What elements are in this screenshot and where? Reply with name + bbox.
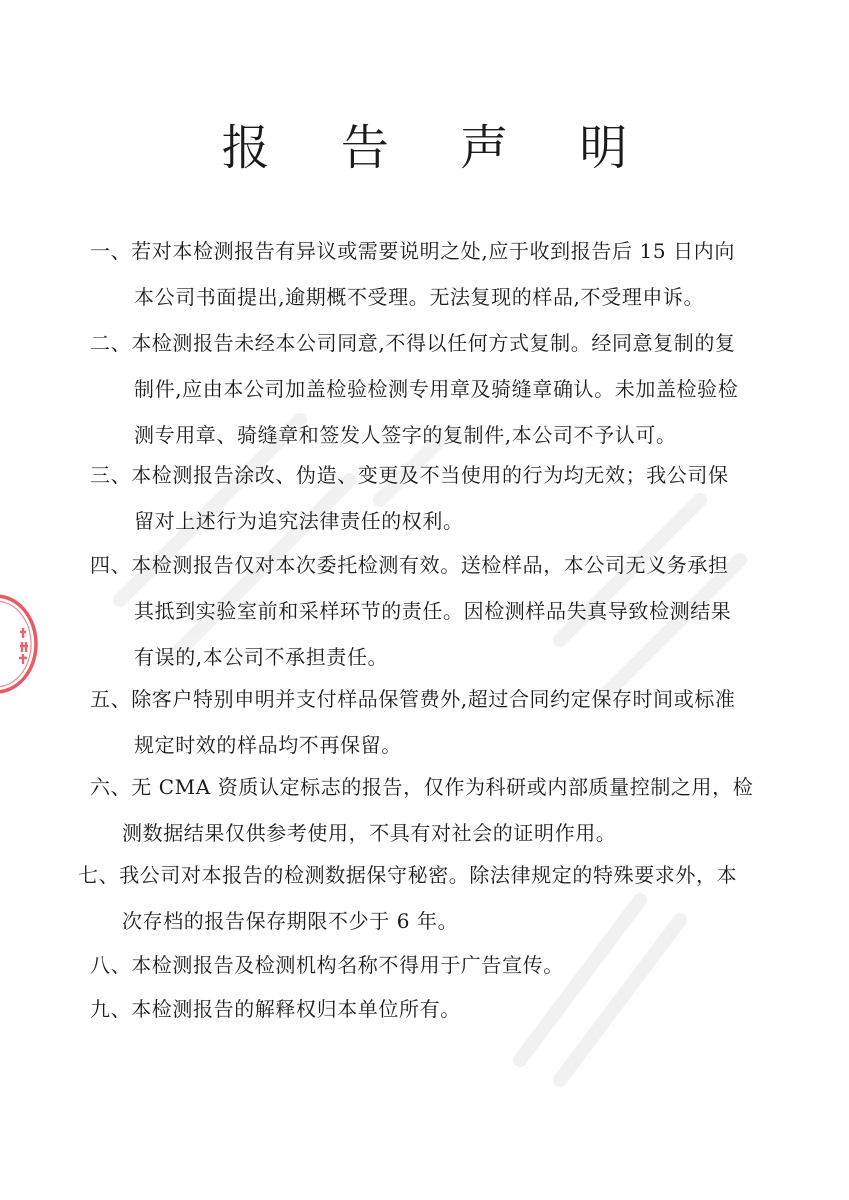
statement-clause-8 <box>90 942 564 988</box>
statement-clause-3 <box>90 452 729 544</box>
clause-6-line-1: 六、无 CMA 资质认定标志的报告，仅作为科研或内部质量控制之用，检 <box>90 775 754 799</box>
statement-clause-6 <box>90 764 753 856</box>
clause-7-line-2: 次存档的报告保存期限不少于 6 年。 <box>122 909 459 933</box>
statement-clause-4 <box>90 542 731 680</box>
clause-2-line-3: 测专用章、骑缝章和签发人签字的复制件,本公司不予认可。 <box>134 423 677 447</box>
clause-1-line-2: 本公司书面提出,逾期概不受理。无法复现的样品,不受理申诉。 <box>134 285 705 309</box>
page-title: 报 告 声 明 <box>221 120 656 176</box>
clause-4-line-3: 有误的,本公司不承担责任。 <box>134 645 389 669</box>
clause-2-line-1: 二、本检测报告未经本公司同意,不得以任何方式复制。经同意复制的复 <box>90 331 736 355</box>
clause-2-line-2: 制件,应由本公司加盖检验检测专用章及骑缝章确认。未加盖检验检 <box>134 377 739 401</box>
clause-5-line-1: 五、除客户特别申明并支付样品保管费外,超过合同约定保存时间或标准 <box>90 687 736 711</box>
clause-4-line-1: 四、本检测报告仅对本次委托检测有效。送检样品，本公司无义务承担 <box>90 553 729 577</box>
clause-4-line-2: 其抵到实验室前和采样环节的责任。因检测样品失真导致检测结果 <box>134 599 732 623</box>
statement-clause-7 <box>78 852 737 944</box>
clause-1-line-1: 一、若对本检测报告有异议或需要说明之处,应于收到报告后 15 日内向 <box>90 239 735 263</box>
statement-clause-1 <box>90 228 735 320</box>
clause-6-line-2: 测数据结果仅供参考使用，不具有对社会的证明作用。 <box>122 821 617 845</box>
company-seal-stamp <box>0 592 40 696</box>
statement-clause-2 <box>90 320 738 458</box>
statement-clause-9 <box>90 986 461 1032</box>
statement-clause-5 <box>90 676 736 768</box>
clause-3-line-1: 三、本检测报告涂改、伪造、变更及不当使用的行为均无效；我公司保 <box>90 463 729 487</box>
clause-8-line-1: 八、本检测报告及检测机构名称不得用于广告宣传。 <box>90 953 564 977</box>
clause-5-line-2: 规定时效的样品均不再保留。 <box>134 733 402 757</box>
clause-7-line-1: 七、我公司对本报告的检测数据保守秘密。除法律规定的特殊要求外，本 <box>78 863 738 887</box>
clause-3-line-2: 留对上述行为追究法律责任的权利。 <box>134 509 464 533</box>
clause-9-line-1: 九、本检测报告的解释权归本单位所有。 <box>90 997 461 1021</box>
